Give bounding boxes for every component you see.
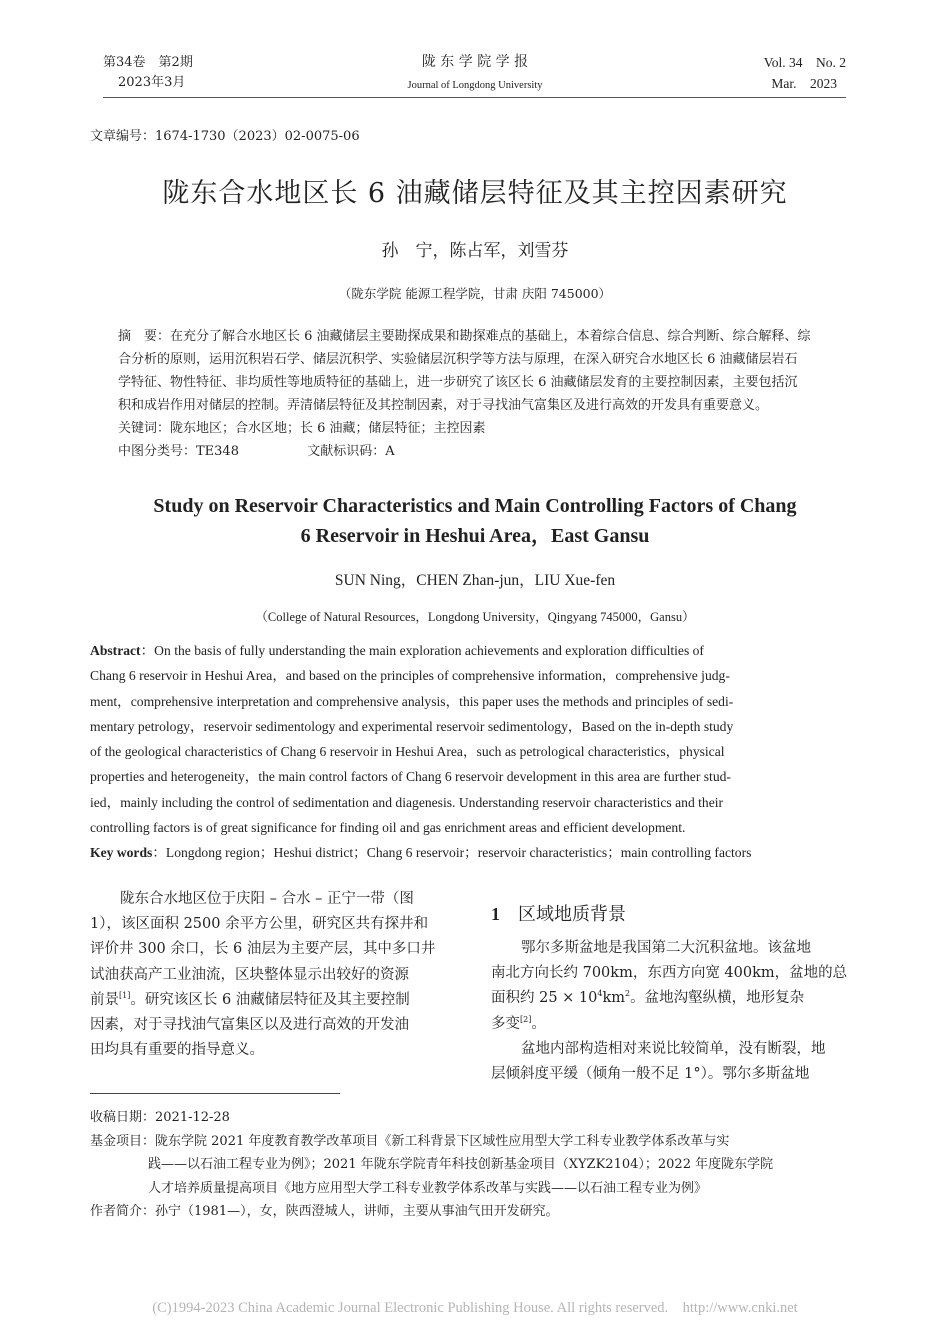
section-number: 1 <box>491 904 500 924</box>
header-journal-en: Journal of Longdong University <box>407 80 543 91</box>
fund-line: 人才培养质量提高项目《地方应用型大学工科专业教学体系改革与实践——以石油工程专业为例》 <box>148 1180 708 1196</box>
intro-line: 1），该区面积 2500 余平方公里，研究区共有探井和 <box>90 916 429 933</box>
article-id: 文章编号：1674-1730（2023）02-0075-06 <box>90 129 360 144</box>
fund-label: 基金项目： <box>90 1133 156 1149</box>
body-line: 。 <box>531 1015 546 1032</box>
title-en-line1: Study on Reservoir Characteristics and Main Controlling Factors of Chang <box>153 495 797 517</box>
intro-line: 陇东合水地区位于庆阳 – 合水 – 正宁一带（图 <box>120 891 414 907</box>
abstract-en-line: controlling factors is of great significance for finding oil and gas enrichment areas and efficient development. <box>90 820 686 836</box>
header-date-en: Mar. 2023 <box>771 76 837 91</box>
intro-line: 前景 <box>90 991 119 1008</box>
body-line: km <box>602 990 626 1007</box>
abstract-zh-line: 合分析的原则，运用沉积岩石学、储层沉积学、实验储层沉积学等方法与原理，在深入研究合水地区长 6 油藏储层岩石 <box>118 352 798 367</box>
keywords-en-label: Key words <box>90 845 153 861</box>
footnotes <box>90 1106 850 1224</box>
citation-ref[interactable]: [1] <box>119 990 131 1000</box>
header-journal-zh: 陇 东 学 院 学 报 <box>421 54 529 70</box>
abstract-en <box>90 638 870 866</box>
abstract-zh-line: 积和成岩作用对储层的控制。弄清储层特征及其控制因素，对于寻找油气富集区及进行高效的开发具有重要意义。 <box>118 398 769 413</box>
citation-ref[interactable]: [2] <box>520 1014 532 1024</box>
abstract-en-line: ：On the basis of fully understanding the main exploration achievements and exploration difficulties of <box>140 643 704 658</box>
document-code: 文献标识码：A <box>307 444 395 459</box>
body-line: 层倾斜度平缓（倾角一般不足 1°）。鄂尔多斯盆地 <box>491 1066 810 1083</box>
title-en-line2: 6 Reservoir in Heshui Area，East Gansu <box>300 525 650 547</box>
fund-line: 陇东学院 2021 年度教育教学改革项目《新工科背景下区域性应用型大学工科专业教学体系改革与实 <box>155 1133 730 1149</box>
section1-body <box>491 936 861 1087</box>
affiliation-zh: （陇东学院 能源工程学院，甘肃 庆阳 745000） <box>338 286 612 301</box>
abstract-zh-label: 摘 要： <box>118 329 171 344</box>
abstract-en-line: Chang 6 reservoir in Heshui Area，and based on the principles of comprehensive information，comprehensive judg- <box>90 668 730 684</box>
superscript: 2 <box>625 989 631 999</box>
intro-line: 田均具有重要的指导意义。 <box>90 1042 264 1059</box>
abstract-en-line: ied，mainly including the control of sedimentation and diagenesis. Understanding reservoir characteristics and their <box>90 794 724 810</box>
title-en <box>70 491 880 551</box>
keywords-en: ：Longdong region；Heshui district；Chang 6 reservoir；reservoir characteristics；main controlling factors <box>152 845 752 861</box>
abstract-zh-line: 在充分了解合水地区长 6 油藏储层主要勘探成果和勘探难点的基础上，本着综合信息、综合判断、综合解释、综 <box>170 329 811 344</box>
cnki-watermark: (C)1994-2023 China Academic Journal Electronic Publishing House. All rights reserved. http://www.cnki.net <box>152 1300 798 1316</box>
abstract-en-line: properties and heterogeneity，the main control factors of Chang 6 reservoir development in this area are further stud- <box>90 769 731 785</box>
header-rule <box>103 97 846 98</box>
abstract-en-line: mentary petrology，reservoir sedimentology and experimental reservoir sedimentology，Based on the in-depth study <box>90 718 734 734</box>
authors-en: SUN Ning，CHEN Zhan-jun，LIU Xue-fen <box>334 572 616 589</box>
author-bio: 作者简介：孙宁（1981—），女，陕西澄城人，讲师，主要从事油气田开发研究。 <box>90 1204 559 1219</box>
body-line: 。盆地沟壑纵横，地形复杂 <box>630 990 805 1007</box>
intro-line: 。研究该区长 6 油藏储层特征及其主要控制 <box>130 991 410 1008</box>
header-date-zh: 2023年3月 <box>118 75 186 90</box>
body-line: 鄂尔多斯盆地是我国第二大沉积盆地。该盆地 <box>521 940 811 956</box>
body-line: 面积约 25 × 10 <box>491 990 598 1007</box>
abstract-en-label: Abstract <box>90 643 141 658</box>
abstract-zh <box>118 325 838 463</box>
section-title: 区域地质背景 <box>518 904 626 925</box>
superscript: 4 <box>597 989 603 999</box>
received-date: 收稿日期：2021-12-28 <box>90 1110 230 1125</box>
intro-line: 因素，对于寻找油气富集区以及进行高效的开发油 <box>90 1017 409 1034</box>
intro-line: 评价井 300 余口，长 6 油层为主要产层，其中多口井 <box>90 941 436 958</box>
abstract-en-line: of the geological characteristics of Chang 6 reservoir in Heshui Area，such as petrological characteristics，physical <box>90 744 725 760</box>
header-vol-no-en: Vol. 34 No. 2 <box>763 55 846 70</box>
abstract-zh-line: 学特征、物性特征、非均质性等地质特征的基础上，进一步研究了该区长 6 油藏储层发育的主要控制因素，主要包括沉 <box>118 375 798 390</box>
body-line: 南北方向长约 700km，东西方向宽 400km，盆地的总 <box>491 965 848 982</box>
fund-line: 践——以石油工程专业为例》；2021 年陇东学院青年科技创新基金项目（XYZK2104）；2022 年度陇东学院 <box>148 1157 774 1172</box>
affiliation-en: （College of Natural Resources，Longdong University，Qingyang 745000，Gansu） <box>255 610 695 624</box>
abstract-en-line: ment，comprehensive interpretation and comprehensive analysis，this paper uses the methods and principles of sedi- <box>90 693 734 709</box>
body-line: 盆地内部构造相对来说比较简单，没有断裂，地 <box>521 1040 826 1057</box>
keywords-zh: 关键词：陇东地区；合水区地；长 6 油藏；储层特征；主控因素 <box>118 421 486 436</box>
title-zh: 陇东合水地区长 6 油藏储层特征及其主控因素研究 <box>162 178 788 209</box>
header-volume-issue: 第34卷 第2期 <box>103 55 193 70</box>
clc-number: 中图分类号：TE348 <box>118 444 239 459</box>
intro-paragraph <box>90 887 458 1063</box>
section-heading <box>491 900 626 926</box>
footnote-rule <box>90 1093 340 1094</box>
authors-zh: 孙 宁，陈占军，刘雪芬 <box>381 241 569 261</box>
body-line: 多变 <box>491 1015 520 1032</box>
intro-line: 试油获高产工业油流，区块整体显示出较好的资源 <box>90 966 409 983</box>
